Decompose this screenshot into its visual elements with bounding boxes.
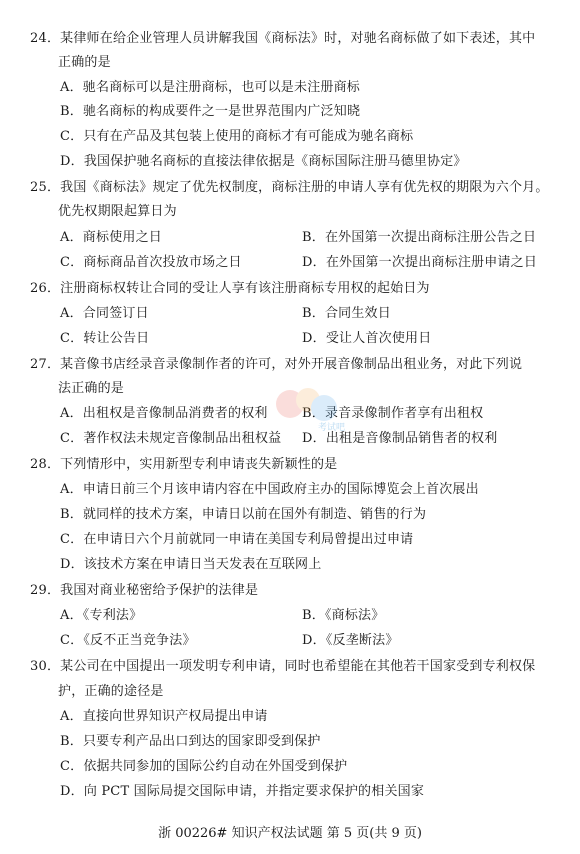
question-24-stem-line-1: 24．某律师在给企业管理人员讲解我国《商标法》时，对驰名商标做了如下表述，其中 bbox=[30, 31, 536, 46]
question-26-option-a: A．合同签订日 bbox=[60, 306, 149, 321]
question-28-stem-line-1: 28．下列情形中，实用新型专利申请丧失新颖性的是 bbox=[30, 457, 338, 472]
question-26-option-c: C．转让公告日 bbox=[60, 331, 150, 346]
question-30-stem-line-2: 护，正确的途径是 bbox=[58, 684, 164, 699]
question-30-option-a: A．直接向世界知识产权局提出申请 bbox=[60, 709, 268, 724]
question-26-stem-line-1: 26．注册商标权转让合同的受让人享有该注册商标专用权的起始日为 bbox=[30, 281, 430, 296]
question-25-option-b: B．在外国第一次提出商标注册公告之日 bbox=[302, 230, 537, 245]
question-26-option-d: D．受让人首次使用日 bbox=[302, 331, 432, 346]
question-29-option-a: A．《专利法》 bbox=[60, 608, 143, 623]
question-24-option-c: C．只有在产品及其包装上使用的商标才有可能成为驰名商标 bbox=[60, 129, 414, 144]
question-24-option-d: D．我国保护驰名商标的直接法律依据是《商标国际注册马德里协定》 bbox=[60, 154, 467, 169]
page-footer: 浙 00226# 知识产权法试题 第 5 页(共 9 页) bbox=[158, 826, 422, 841]
question-27-option-d: D．出租是音像制品销售者的权利 bbox=[302, 431, 498, 446]
question-30-option-b: B．只要专利产品出口到达的国家即受到保护 bbox=[60, 734, 321, 749]
question-27-stem-line-2: 法正确的是 bbox=[58, 381, 125, 396]
question-28-option-d: D．该技术方案在申请日当天发表在互联网上 bbox=[60, 557, 322, 572]
question-30-stem-line-1: 30．某公司在中国提出一项发明专利申请，同时也希望能在其他若干国家受到专利权保 bbox=[30, 659, 536, 674]
question-30-option-c: C．依据共同参加的国际公约自动在外国受到保护 bbox=[60, 759, 348, 774]
question-26-option-b: B．合同生效日 bbox=[302, 306, 391, 321]
question-27-option-a: A．出租权是音像制品消费者的权利 bbox=[60, 406, 268, 421]
question-28-option-b: B．就同样的技术方案，申请日以前在国外有制造、销售的行为 bbox=[60, 507, 427, 522]
question-29-option-b: B．《商标法》 bbox=[302, 608, 385, 623]
question-25-stem-line-1: 25．我国《商标法》规定了优先权制度，商标注册的申请人享有优先权的期限为六个月。 bbox=[30, 180, 549, 195]
question-24-option-a: A．驰名商标可以是注册商标，也可以是未注册商标 bbox=[60, 80, 360, 95]
question-27-stem-line-1: 27．某音像书店经录音录像制作者的许可，对外开展音像制品出租业务，对此下列说 bbox=[30, 357, 523, 372]
question-27-option-b: B．录音录像制作者享有出租权 bbox=[302, 406, 484, 421]
question-30-option-d: D．向 PCT 国际局提交国际申请，并指定要求保护的相关国家 bbox=[60, 784, 425, 799]
question-27-option-c: C．著作权法未规定音像制品出租权益 bbox=[60, 431, 282, 446]
question-25-option-c: C．商标商品首次投放市场之日 bbox=[60, 255, 242, 270]
question-24-option-b: B．驰名商标的构成要件之一是世界范围内广泛知晓 bbox=[60, 104, 361, 119]
watermark-text: 考试吧 bbox=[318, 423, 346, 433]
question-25-option-a: A．商标使用之日 bbox=[60, 230, 162, 245]
question-28-option-a: A．申请日前三个月该申请内容在中国政府主办的国际博览会上首次展出 bbox=[60, 482, 479, 497]
question-25-option-d: D．在外国第一次提出商标注册申请之日 bbox=[302, 255, 538, 270]
question-28-option-c: C．在申请日六个月前就同一申请在美国专利局曾提出过申请 bbox=[60, 532, 414, 547]
question-29-stem-line-1: 29．我国对商业秘密给予保护的法律是 bbox=[30, 583, 259, 598]
question-25-stem-line-2: 优先权期限起算日为 bbox=[58, 204, 177, 219]
question-29-option-c: C．《反不正当竞争法》 bbox=[60, 633, 196, 648]
question-29-option-d: D．《反垄断法》 bbox=[302, 633, 399, 648]
question-24-stem-line-2: 正确的是 bbox=[58, 55, 111, 70]
